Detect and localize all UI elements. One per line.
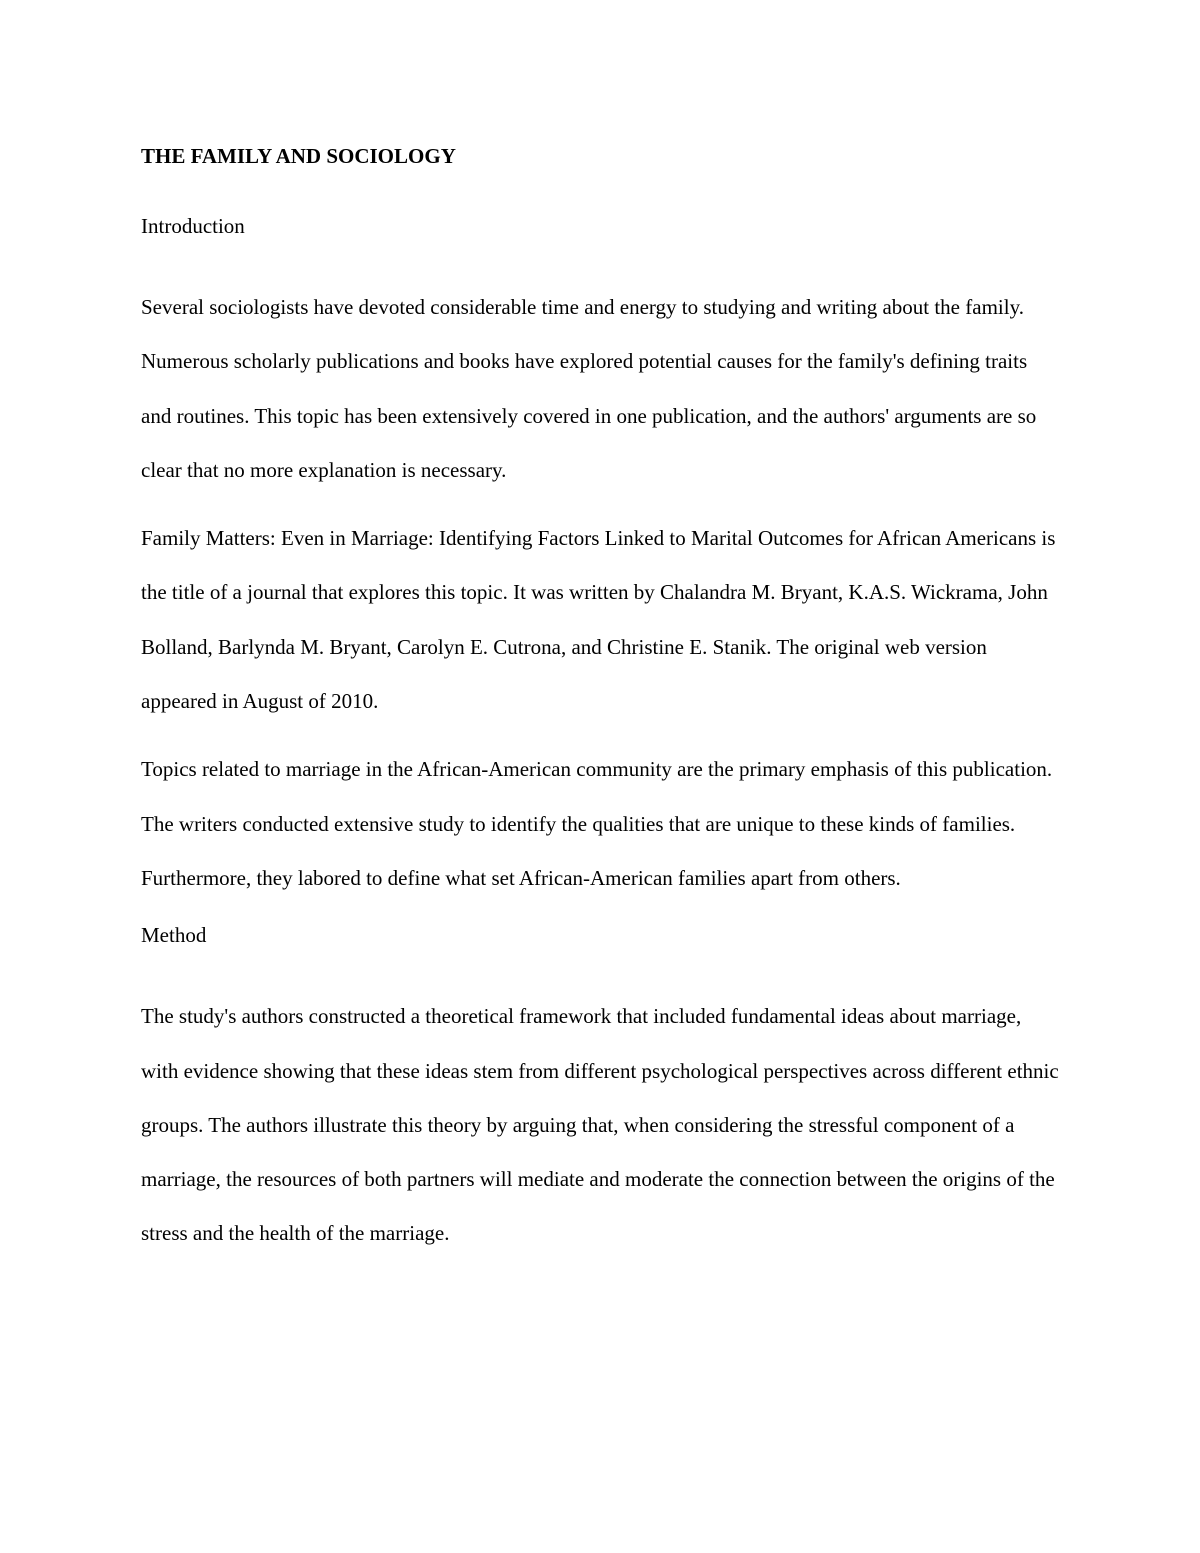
section-heading-method: Method — [141, 923, 207, 948]
paragraph-method-1: The study's authors constructed a theoretical framework that included fundamental ideas about marriage, with evidence showing that these ideas stem from different psychological perspectives across different ethnic groups. The authors illustrate this theory by arguing that, when considering the stressful component of a marriage, the resources of both partners will mediate and moderate the connection between the origins of the stress and the health of the marriage. — [141, 1004, 1059, 1246]
document-title: THE FAMILY AND SOCIOLOGY — [141, 144, 456, 168]
paragraph-intro-1: Several sociologists have devoted considerable time and energy to studying and writing about the family. Numerous scholarly publications and books have explored potential causes for the family's defining traits and routines. This topic has been extensively covered in one publication, and the authors' arguments are so clear that no more explanation is necessary. — [141, 295, 1037, 482]
paragraph-intro-3: Topics related to marriage in the African-American community are the primary emphasis of this publication. The writers conducted extensive study to identify the qualities that are unique to these kinds of families. Furthermore, they labored to define what set African-American families apart from others. — [141, 757, 1053, 890]
section-heading-introduction: Introduction — [141, 214, 245, 238]
paragraph-intro-2: Family Matters: Even in Marriage: Identifying Factors Linked to Marital Outcomes for African Americans is the title of a journal that explores this topic. It was written by Chalandra M. Bryant, K.A.S. Wickrama, John Bolland, Barlynda M. Bryant, Carolyn E. Cutrona, and Christine E. Stanik. The original web version appeared in August of 2010. — [141, 526, 1056, 714]
